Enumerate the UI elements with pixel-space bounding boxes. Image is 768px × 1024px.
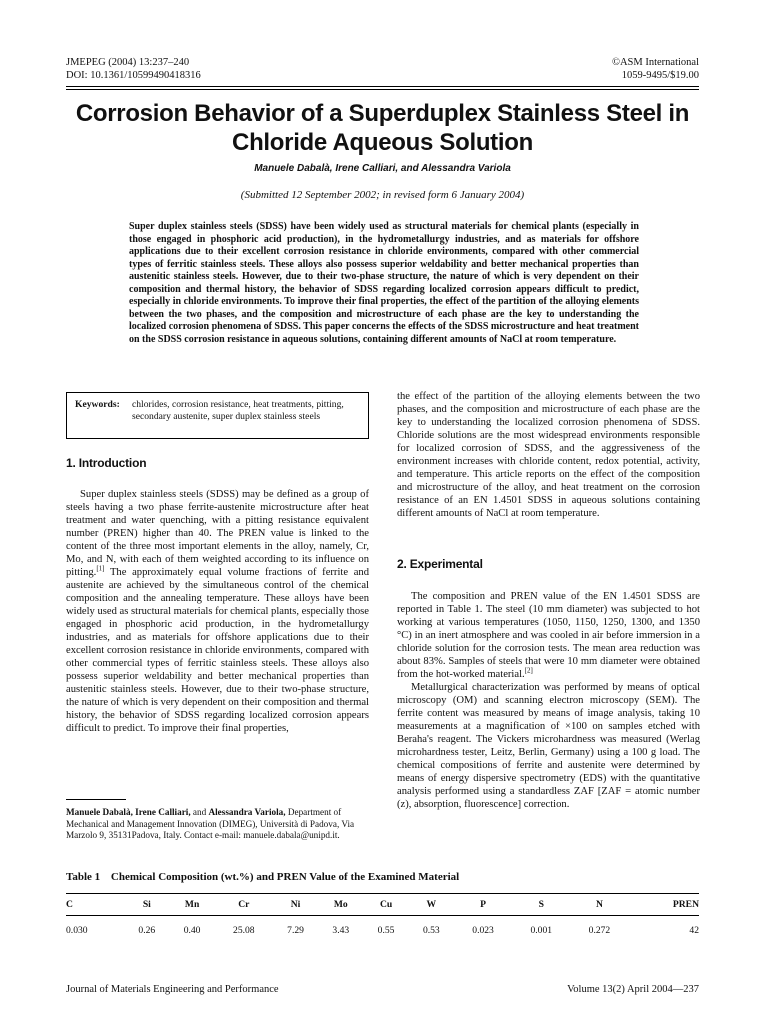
col-header-c: C <box>66 894 124 916</box>
authors: Manuele Dabalà, Irene Calliari, and Alessandra Variola <box>254 163 511 174</box>
cell-mn: 0.40 <box>183 925 201 936</box>
experimental-column <box>397 590 700 811</box>
cell-si: 0.26 <box>138 925 156 936</box>
footer-volume: Volume 13(2) April 2004—237 <box>567 984 699 995</box>
footer-journal: Journal of Materials Engineering and Performance <box>66 984 279 995</box>
experimental-paragraph-2: Metallurgical characterization was performed by means of optical microscopy (OM) and scanning electron microscopy (SEM). The ferrite content was measured by means of image analysis, taking 10 measurements at a magnification of ×100 on samples etched with Beraha's reagent. The Vickers microhardness was measured (Werlag microhardness tester, Leitz, Berlin, Germany) using a 100 g load. The chemical compositions of ferrite and austenite were determined by means of energy dispersive spectrometry (EDS) with the quantitative analysis performed using a standardless ZAF [ZAF = atomic number (z), absorption, fluorescence] correction. <box>397 682 700 810</box>
col-header-pren: PREN <box>629 894 699 916</box>
table-1-caption: Chemical Composition (wt.%) and PREN Value of the Examined Material <box>110 871 460 883</box>
col-header-w: W <box>409 894 454 916</box>
cell-mo: 3.43 <box>332 925 350 936</box>
cell-ni: 7.29 <box>287 925 304 936</box>
header-right <box>612 56 699 82</box>
cell-pren: 42 <box>689 925 699 936</box>
intro-paragraph-1: Super duplex stainless steels (SDSS) may be defined as a group of steels having a two phase ferrite-austenite microstructure after heat treatment and water quenching, with a pitting resistance equivalent number (PREN) higher than 40. The PREN value is linked to the content of the three most important elements in the alloy, namely, Cr, Mo, and N, with each of them weighted according to its influence on pitting.[1] The approximately equal volume fractions of ferrite and austenite are achieved by the simultaneous control of the chemical composition and the annealing temperature. These alloys have been widely used as structural materials for chemical plants, especially those engaged in phosphoric acid production, in the hydrometallurgy industries, and as materials for offshore applications due to their excellent corrosion resistance in chloride environments, compared with other commercial types of ferritic stainless steels. These alloys also possess superior weldability and better mechanical properties than austenitic stainless steels. However, due to their two-phase structure, the nature of which is very dependent on their composition and thermal history, the behavior of SDSS regarding localized corrosion appears difficult to predict. To improve their final properties, <box>66 489 369 734</box>
composition-table <box>66 893 699 940</box>
citation-2[interactable]: [2] <box>524 666 533 675</box>
cell-cu: 0.55 <box>377 925 395 936</box>
journal-ref: JMEPEG (2004) 13:237–240 <box>66 57 190 68</box>
col-header-cu: Cu <box>363 894 408 916</box>
abstract: Super duplex stainless steels (SDSS) have been widely used as structural materials for chemical plants (especially in those engaged in phosphoric acid production), in the hydrometallurgy industries, and as materials for offshore applications due to their excellent corrosion resistance in chloride environments, compared with other commercial types of ferritic stainless steels. These alloys also possess superior weldability and better mechanical properties than austenitic stainless steels. However, due to their two-phase structure, the nature of which is very dependent on their composition and thermal history, the behavior of SDSS regarding localized corrosion appears difficult to predict, especially in chloride environments. To improve their final properties, the effect of the partition of the alloying elements between the two phases, and the composition and microstructure of each phase are the key to understanding the localized corrosion phenomena of SDSS. This paper concerns the effects of the SDSS microstructure and heat treatment on the SDSS corrosion resistance in aqueous solutions, containing different amounts of NaCl at room temperature. <box>129 221 639 345</box>
intro-column-left <box>66 488 369 735</box>
header-rule-bottom <box>66 89 699 90</box>
intro-heading: 1. Introduction <box>66 456 147 470</box>
doi: DOI: 10.1361/10599490418316 <box>66 70 201 81</box>
intro-paragraph-2: the effect of the partition of the alloying elements between the two phases, and the composition and microstructure of each phase are the key to understanding the localized corrosion phenomena of SDSS. Chloride solutions are the most widespread environments responsible for localized corrosion of SDSS, and the aggressiveness of the environment increases with chloride content, redox potential, activity, and temperature. This article reports on the effect of the composition and microstructure of the alloy, and heat treatment on the corrosion resistance of an EN 1.4501 SDSS in aqueous solutions containing different amounts of NaCl at room temperature. <box>397 391 700 519</box>
header-left <box>66 56 201 82</box>
col-header-mn: Mn <box>169 894 214 916</box>
table-1-label: Table 1 <box>66 871 101 883</box>
submission-dates: (Submitted 12 September 2002; in revised form 6 January 2004) <box>240 189 525 201</box>
cell-s: 0.001 <box>530 925 553 936</box>
col-header-ni: Ni <box>273 894 318 916</box>
col-header-cr: Cr <box>215 894 273 916</box>
table-1-title <box>66 871 459 883</box>
experimental-paragraph-1: The composition and PREN value of the EN 1.4501 SDSS are reported in Table 1. The steel (10 mm diameter) was subjected to hot working at various temperatures (1050, 1150, 1250, 1300, and 1350 °C) in an inert atmosphere and was cooled in air before immersion in a chloride solution for the corrosion tests. The mean area reduction was about 83%. Samples of steels that were 10 mm diameter were obtained from the hot-worked material.[2] <box>397 591 700 680</box>
price: 1059-9495/$19.00 <box>621 70 699 81</box>
header-rule-top <box>66 86 699 87</box>
cell-w: 0.53 <box>422 925 440 936</box>
keywords-box <box>66 392 369 439</box>
keywords-text: chlorides, corrosion resistance, heat treatments, pitting, secondary austenite, super duplex stainless steels <box>132 399 344 422</box>
keywords-label: Keywords: <box>75 399 120 410</box>
cell-n: 0.272 <box>588 925 611 936</box>
publisher: ©ASM International <box>611 57 699 68</box>
author-affiliation: Manuele Dabalà, Irene Calliari, and Alessandra Variola, Department of Mechanical and Management Innovation (DIMEG), Università di Padova, Via Marzolo 9, 35131Padova, Italy. Contact e-mail: manuele.dabala@unipd.it. <box>66 807 355 840</box>
col-header-si: Si <box>124 894 169 916</box>
table-row <box>66 916 699 941</box>
col-header-mo: Mo <box>318 894 363 916</box>
paper-title: Corrosion Behavior of a Superduplex Stainless Steel in Chloride Aqueous Solution <box>75 100 690 156</box>
col-header-n: N <box>570 894 628 916</box>
col-header-p: P <box>454 894 512 916</box>
affiliation-rule <box>66 799 126 800</box>
experimental-heading: 2. Experimental <box>397 557 483 571</box>
table-header-row <box>66 894 699 916</box>
cell-p: 0.023 <box>472 925 494 936</box>
intro-column-right <box>397 390 700 520</box>
col-header-s: S <box>512 894 570 916</box>
cell-cr: 25.08 <box>233 925 255 936</box>
citation-1[interactable]: [1] <box>96 564 105 573</box>
cell-c: 0.030 <box>66 925 88 936</box>
